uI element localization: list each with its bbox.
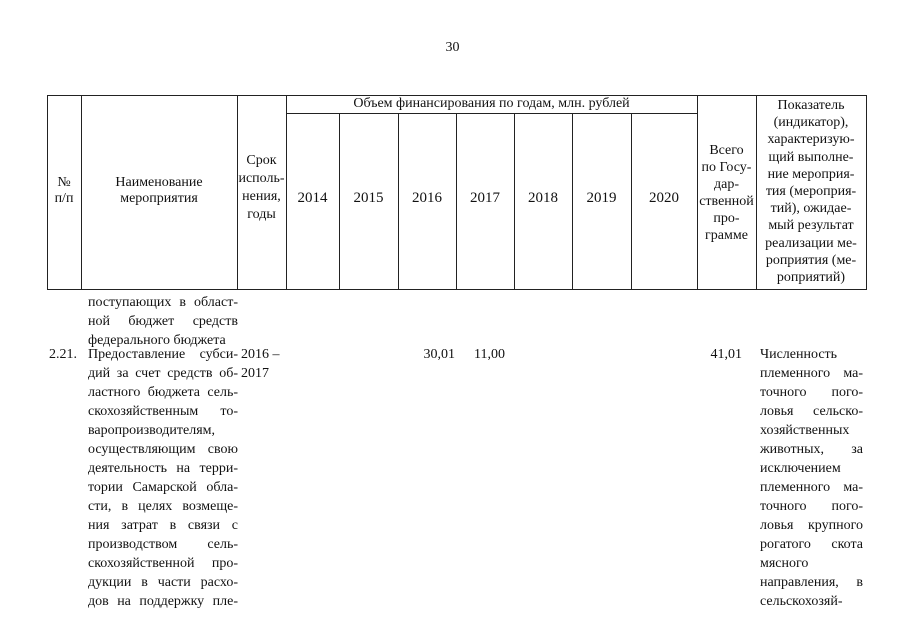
header-number: № п/п bbox=[54, 175, 74, 206]
header-year-2014: 2014 bbox=[297, 190, 328, 206]
table-header-bottom-border bbox=[47, 289, 867, 290]
header-year-2019: 2019 bbox=[586, 190, 617, 206]
page-number: 30 bbox=[445, 40, 460, 55]
header-year-2017: 2017 bbox=[470, 190, 500, 206]
header-total: Всего по Госу- дар- ственной про- грамме bbox=[699, 143, 754, 243]
header-year-2018: 2018 bbox=[528, 190, 558, 206]
header-name: Наименование мероприятия bbox=[115, 175, 203, 206]
header-term: Срок исполь- нения, годы bbox=[238, 153, 285, 222]
row-number: 2.21. bbox=[49, 347, 77, 362]
header-year-2020: 2020 bbox=[649, 190, 679, 206]
header-indicator: Показатель (индикатор), характеризую- щий выполне- ние мероприя- тия (мероприя- тий), ожидае- мый результат реализации ме- роприятия (ме- роприятий) bbox=[765, 98, 857, 286]
row-value-total: 41,01 bbox=[710, 347, 742, 362]
row-name-text: Предоставление субси- дий за счет средств об- ластного бюджета сель- скохозяйственным то- варопроизводителям, осуществляющим свою деятельность на терри- тории Самарской обла- сти, в целях возмеще- ния затрат в связи с производством сель- скохозяйственной про- дукции в части расхо- дов на поддержку пле- bbox=[88, 347, 238, 609]
row-value-2016: 30,01 bbox=[423, 347, 455, 362]
continuation-name-text: поступающих в област- ной бюджет средств федерального бюджета bbox=[88, 295, 238, 348]
row-term: 2016 – 2017 bbox=[241, 347, 280, 381]
header-year-2016: 2016 bbox=[412, 190, 442, 206]
header-financing-title: Объем финансирования по годам, млн. рублей bbox=[353, 96, 630, 111]
row-value-2017: 11,00 bbox=[474, 347, 505, 362]
header-year-2015: 2015 bbox=[353, 190, 384, 206]
row-indicator-text: Численность племенного ма- точного пого- ловья сельско- хозяйственных животных, за исключением племенного ма- точного пого- ловья крупного рогатого скота мясного направления, в сельскохозяй- bbox=[760, 347, 863, 609]
col-border bbox=[866, 95, 867, 290]
financing-subheader-line bbox=[286, 113, 697, 114]
